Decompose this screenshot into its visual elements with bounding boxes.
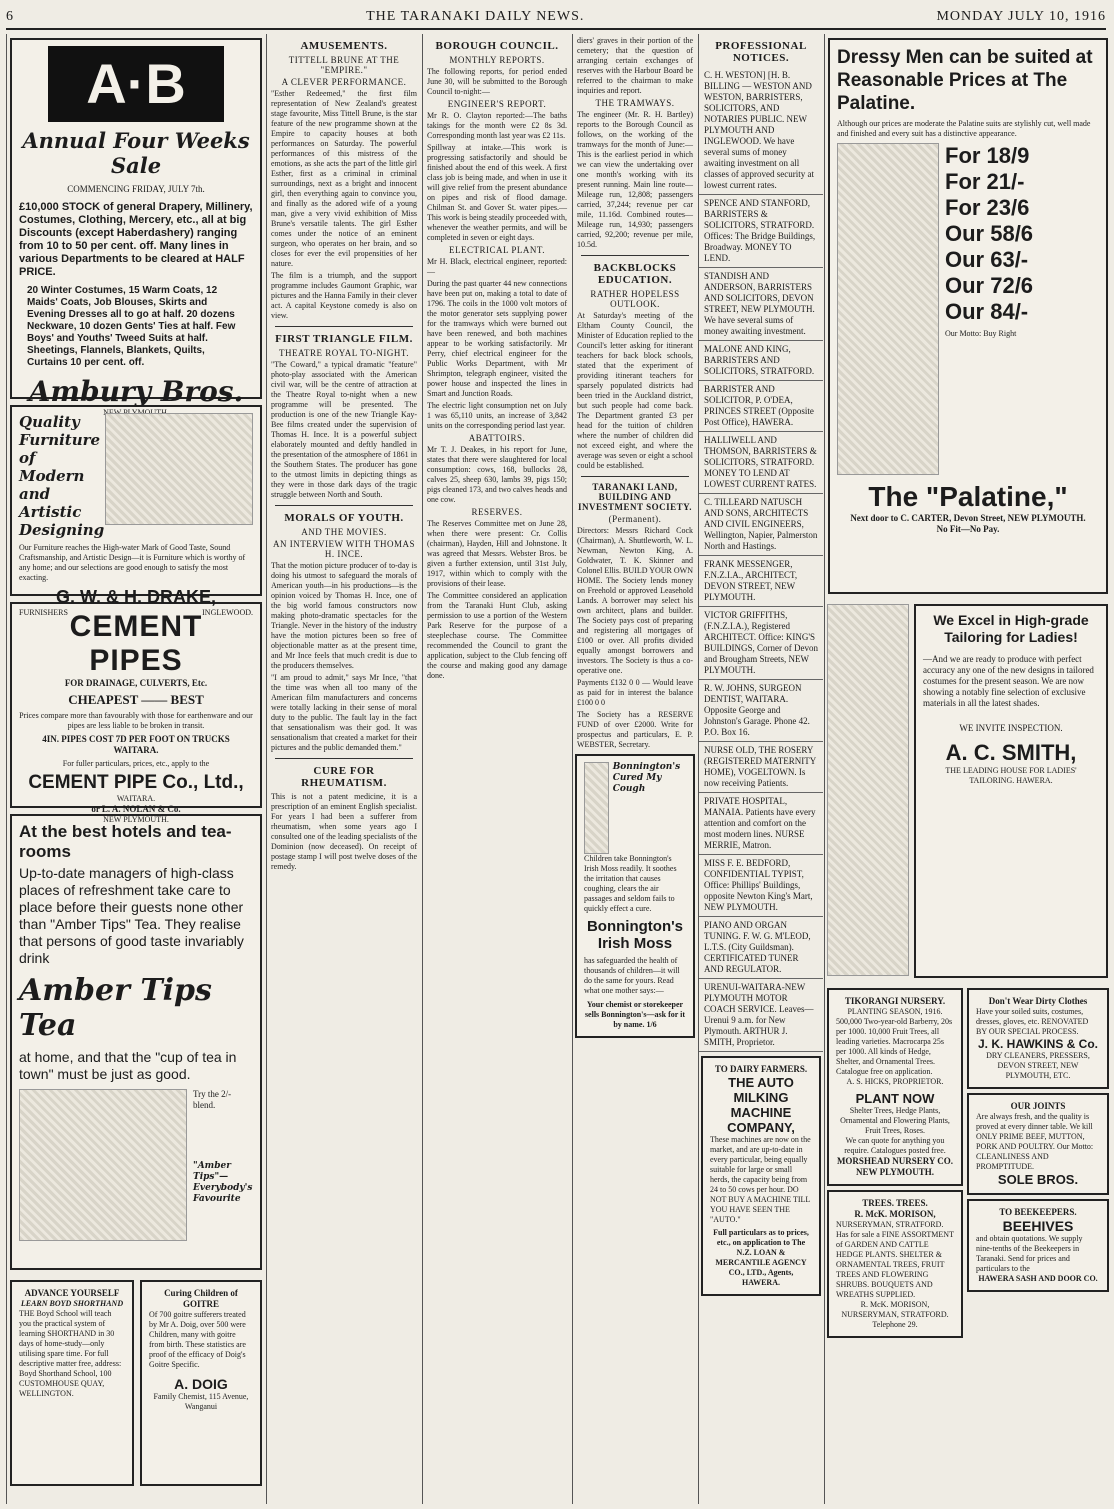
amber-tag: "Amber Tips"— Everybody's Favourite [193,1161,253,1204]
smith-invite: WE INVITE INSPECTION. [959,723,1063,733]
prof-card: URENUI-WAITARA-NEW PLYMOUTH MOTOR COACH SERVICE. Leaves—Urenui 9 a.m. for New Plymouth. ARTHUR J. SMITH, Proprietor. [699,979,823,1052]
nursery-sub: PLANTING SEASON, 1916. [847,1007,943,1016]
drake-name: G. W. & H. DRAKE, [55,587,216,607]
hawkins-text: Have your soiled suits, costumes, dresses, gloves, etc. RENOVATED BY OUR SPECIAL PROCESS. [976,1007,1089,1036]
land-society-table: Payments £132 0 0 — Would leave as paid for in interest the balance £100 0 0 [577,678,693,707]
triangle-sub: THEATRE ROYAL TO-NIGHT. [279,348,409,358]
morals-p1: That the motion picture producer of to-day is doing his utmost to safeguard the morals of American youth—in his productions—is the opinion voiced by Thomas H. Ince, one of the big world famous constructors now making photo-dramatic spectacles for the Triangle. Never in the history of the industry have the motion pictures been so free of objectionable matter as at the present time, and Mr Ince feels that much credit is due to the producers themselves. [271,561,417,670]
drake-tagline: Quality Furniture of Modern and Artistic Designing [19,413,105,539]
electrical-p2: During the past quarter 44 new connections have been put on, making a total to date of 1796. The coils in the 1000 volt motors of the motor generator sets supplying power for the tramways which were burned out have been renewed, and both machines appear to be working satisfactorily. Mr Perry, chief electrical engineer for the Public Works Department, with Mr Shrimpton, telegraph engineer, visited the power house and inspected the lines in Smart and Junction Roads. [427,279,567,398]
trees-foot: R. McK. MORISON, NURSERYMAN, STRATFORD. Telephone 29. [841,1300,949,1329]
council-p1: The following reports, for period ended June 30, will be submitted to the Borough Council to-night:— [427,67,567,96]
lady-costume-illustration [827,604,909,976]
palatine-motto: Our Motto: Buy Right [945,329,1017,338]
abattoirs-heading: ABATTOIRS. [468,433,526,443]
prof-card: VICTOR GRIFFITHS, (F.N.Z.I.A.), Registered ARCHITECT. Office: KING'S BUILDINGS, Corner of Devon and Brougham Streets, NEW PLYMOUTH. [699,607,823,680]
cement-town: WAITARA. [116,794,156,803]
issue-date: MONDAY JULY 10, 1916 [936,9,1106,24]
morals-sub: AND THE MOVIES. [301,527,387,537]
cement-pipes: 4IN. PIPES COST 7D PER FOOT ON TRUCKS WAITARA. [42,734,230,755]
joints-name: SOLE BROS. [997,1172,1079,1187]
page-number: 6 [6,9,14,24]
ambury-commencing: COMMENCING FRIDAY, JULY 7th. [67,184,205,194]
tramways-heading: THE TRAMWAYS. [595,98,675,108]
drake-role: FURNISHERS [19,608,68,617]
prof-card: PRIVATE HOSPITAL, MANAIA. Patients have every attention and comfort on the most modern lines. NURSE MERRIE, Matron. [699,793,823,855]
prof-card: BARRISTER AND SOLICITOR, P. O'DEA, PRINCES STREET (Opposite Post Office), HAWERA. [699,381,823,432]
triangle-p: "The Coward," a typical dramatic "feature" photo-play associated with the American civil war, will be the centre of attraction at the Theatre Royal to-night when a new programme will be presented. The production is one of the new Triangle Kay-Bee films created under the supervision of Thomas H. Ince. It is a powerful subject elaborately mounted and deftly handled in the presentation of the atmosphere of 1861 in the Southern States. The producer has gone to the utmost limits in depicting things as they were in those dark days of the tragic struggle between North and South. [271,360,417,499]
price-item: Our 84/- [945,299,1029,324]
trees-name: R. McK. MORISON, [854,1209,936,1219]
nursery-quote: We can quote for anything you require. Catalogues posted free. [844,1136,946,1155]
price-item: For 21/- [945,169,1025,194]
shorthand-ad [10,1280,134,1486]
bees-name: HAWERA SASH AND DOOR CO. [978,1274,1098,1283]
ambury-name: Ambury Bros. [28,375,244,408]
morshead-name: MORSHEAD NURSERY CO. NEW PLYMOUTH. [836,1156,954,1177]
smith-ad [914,604,1108,978]
shorthand-sub: LEARN BOYD SHORTHAND [20,1299,124,1308]
price-item: For 18/9 [945,143,1030,168]
nursery-name: A. S. HICKS, PROPRIETOR. [846,1077,944,1086]
amber-title: At the best hotels and tea-rooms [19,822,232,861]
girl-illustration [584,762,609,854]
palatine-text: Although our prices are moderate the Palatine suits are stylishly cut, well made and finished and every suit has a distinctive appearance. [837,119,1091,138]
amusements-sub: TITTELL BRUNE AT THE "EMPIRE." [288,55,400,75]
dairy-head: TO DAIRY FARMERS. [714,1064,808,1074]
dairy-text: These machines are now on the market, and are up-to-date in every particular, being equally suitable for large or small herds, the capacity being from 24 to 50 cows per hour. DO NOT BUY A MACHINE TILL YOU HAVE SEEN THE "AUTO." [710,1135,811,1224]
electrical-heading: ELECTRICAL PLANT. [449,245,545,255]
shorthand-head: ADVANCE YOURSELF [24,1288,120,1298]
cement-agent: or L. A. NOLAN & Co. [91,804,181,814]
smith-title: We Excel in High-grade Tailoring for Ladies! [933,612,1089,645]
column-council [422,34,571,1504]
hawkins-head: Don't Wear Dirty Clothes [988,996,1088,1006]
cement-best: BEST [170,692,204,707]
smith-sub: THE LEADING HOUSE FOR LADIES' TAILORING. HAWERA. [945,766,1077,785]
reserves-p2: The Committee considered an application from the Taranaki Hunt Club, asking permission to use a portion of the Western Park Reserve for the purpose of a steeplechase course. The Committee recommended the Council to grant the application, subject to the Club fencing off the course and making good any damage done. [427,591,567,680]
goitre-sub: Family Chemist, 115 Avenue, Wanganui [153,1392,249,1411]
price-item: Our 63/- [945,247,1029,272]
column-professional [698,34,823,1504]
bees-head: TO BEEKEEPERS. [999,1207,1077,1217]
goitre-head: Curing Children of GOITRE [164,1288,238,1309]
amber-logo: Amber Tips Tea [19,973,212,1043]
column-amusements [266,34,421,1504]
tramways-p: The engineer (Mr. R. H. Bartley) reports to the Borough Council as follows, on the working of the tramways for the month of June:— This is the earliest period in which we can view the undertaking over one month's working with its present running. Main line route—Mileage run, 12,808; passengers carried, 37,244; revenue per car mile, 11.16d. Combined routes—Mileage run, 14,930; passengers carried, 92,200; revenue per mile, 10.5d. [577,110,693,249]
hawkins-sub: DRY CLEANERS, PRESSERS, DEVON STREET, NEW PLYMOUTH, ETC. [986,1051,1090,1080]
backblocks-sub: RATHER HOPELESS OUTLOOK. [590,289,680,309]
engineer-p2: Spillway at intake.—This work is progressing satisfactorily and should be finished about the end of this week. A first class job is being made, and when in use it will give relief from the present abundance on pipes and risk of flood damage. Chilman St. and Gover St. water pipes.—This work is being steadily proceeded with, whenever the weather permits, and will be completed in seven or eight days. [427,143,567,242]
amusements-p1: "Esther Redeemed," the first film representation of New Zealand's greatest stage favourite, Miss Tittell Brune, is the star feature of the new programme shown at the Empire to capacity houses at both performances on Saturday. The powerful performances of this mistress of the emotions, as she acts the part of the little girl Esther, first as a criminal in criminal surroundings, next as a bright and innocent girl, then everything again to convince you, and finally as the adored wife of a young man, give a very vivid exhibition of Miss Brune's versatile talents. The girl Esther comes under the notice of an eminent surgeon, who operates on her brain, and so closes for ever the evil propensities of her nature. [271,89,417,268]
masthead [6,6,1106,30]
prof-card: NURSE OLD, THE ROSERY (REGISTERED MATERNITY HOME), VOGELTOWN. Is now receiving Patients. [699,742,823,793]
council-heading: BOROUGH COUNCIL. [435,40,559,52]
morals-sub2: AN INTERVIEW WITH THOMAS H. INCE. [272,539,416,559]
abattoirs-p: Mr T. J. Deakes, in his report for June, states that there were slaughtered for local consumption: cows, 168, bullocks 28, calves 25, sheep 630, lambs 39, pigs 150; pigs cleaned 173, and two calves heads and one cow. [427,445,567,504]
prof-card: STANDISH AND ANDERSON, BARRISTERS AND SOLICITORS, DEVON STREET, NEW PLYMOUTH. We have several sums of money awaiting investment. [699,268,823,341]
nursery-list: Shelter Trees, Hedge Plants, Ornamental and Flowering Plants, Fruit Trees, Roses. [840,1106,950,1135]
price-item: Our 58/6 [945,221,1034,246]
triangle-heading: FIRST TRIANGLE FILM. [275,333,413,345]
column-ads-left [6,34,265,1504]
prof-card: MISS F. E. BEDFORD, CONFIDENTIAL TYPIST, Office: Phillips' Buildings, opposite Newton King's Mart, NEW PLYMOUTH. [699,855,823,917]
prof-card: SPENCE AND STANFORD, BARRISTERS & SOLICITORS, STRATFORD. Offices: The Bridge Buildings, Broadway. MONEY TO LEND. [699,195,823,268]
price-item: Our 72/6 [945,273,1034,298]
joints-head: OUR JOINTS [1010,1101,1066,1111]
prof-card: R. W. JOHNS, SURGEON DENTIST, WAITARA. Opposite George and Johnston's Garage. Phone 42. P.O. Box 16. [699,680,823,742]
furniture-illustration [105,413,253,525]
trees-text: NURSERYMAN, STRATFORD. Has for sale a FINE ASSORTMENT of GARDEN AND CATTLE HEDGE PLANTS. SHELTER & ORNAMENTAL TREES, FRUIT TREES AND FLOWERING SHRUBS. BOUQUETS AND WREATHS SUPPLIED. [836,1220,954,1299]
hawkins-ad [967,988,1109,1089]
amusements-heading: AMUSEMENTS. [300,40,388,52]
bees-title: BEEHIVES [1002,1218,1074,1234]
bonnington-text: has safeguarded the health of thousands of children—it will do the same for yours. Read what one mother says:— [584,956,680,995]
cement-text: Prices compare more than favourably with those for earthenware and our pipes are less liable to be broken in transit. [19,711,253,730]
amusements-sub2: A CLEVER PERFORMANCE. [281,77,407,87]
nursery-ad [827,988,963,1186]
palatine-fit: No Fit—No Pay. [936,524,1000,534]
palatine-title: Dressy Men can be suited at Reasonable Prices at The Palatine. [837,47,1093,114]
electrical-p3: The electric light consumption net on July 1 was 65,110 units, an increase of 3,842 units on the corresponding period last year. [427,401,567,430]
bonnington-quote: Your chemist or storekeeper sells Bonnington's—ask for it by name. 1/6 [584,1000,686,1029]
land-society-heading: TARANAKI LAND, BUILDING AND INVESTMENT SOCIETY. [577,482,693,512]
plant-now: PLANT NOW [855,1091,935,1106]
amber-home: at home, and that the "cup of tea in town" must be just as good. [19,1049,237,1082]
drake-text: Our Furniture reaches the High-water Mark of Good Taste, Sound Craftsmanship, and Artistic Design—it is Furniture which is worthy of any home; and our selections are good enough to satisfy the most exacting. [19,543,246,582]
engineer-heading: ENGINEER'S REPORT. [447,99,547,109]
morals-p2: "I am proud to admit," says Mr Ince, "that the time was when all too many of the American film manufacturers and concerns were totally lacking in their sense of moral duty to the public. The fault lay in the fact that sensationalism was their god. It was sensationalism that created a market for their pictures and the public demanded them." [271,673,417,752]
dairy-agent: Full particulars as to prices, etc., on application to The N.Z. LOAN & MERCANTILE AGENCY CO., LTD., Agents, HAWERA. [713,1228,809,1287]
smith-name: A. C. SMITH, [945,740,1077,765]
bonnington-headline: Bonnington's Cured My Cough [612,762,681,794]
paper-title: THE TARANAKI DAILY NEWS. [366,9,585,24]
cement-sub: FOR DRAINAGE, CULVERTS, Etc. [64,678,208,688]
electrical-p1: Mr H. Black, electrical engineer, reported:— [427,257,567,276]
professional-heading: PROFESSIONAL NOTICES. [715,40,807,64]
land-society-p: Directors: Messrs Richard Cock (Chairman), A. Shuttleworth, W. L. Newman, Newton King, A. Goldwater, T. K. Skinner and Colonel Ellis. BUILD YOUR OWN HOME. The Society lends money on Freehold or approved Leasehold Lands. A borrower may select his own architect, plans and builder. The Society pays cost of preparing and registering all mortgages of £100 or over. All profits divided equally amongst borrowers and investors. The Society is thus a co-operative one. [577,526,693,675]
land-society-foot: The Society has a RESERVE FUND of over £2000. Write for prospectus and particulars, E. P. WEBSTER, Secretary. [577,710,693,749]
reserves-p1: The Reserves Committee met on June 28, when there were present: Cr. Collis (chairman), Hayden, Hill and Johnstone. It was agreed that Messrs. Webster Bros. be given a further extension, until 31st July, 1917, within which to comply with the provisions of their lease. [427,519,567,588]
palatine-addr: Next door to C. CARTER, Devon Street, NEW PLYMOUTH. [850,513,1086,523]
amber-try: Try the 2/- blend. [193,1089,232,1110]
prof-card: C. H. WESTON] [H. B. BILLING — WESTON AND WESTON, BARRISTERS, SOLICITORS, AND NOTARIES PUBLIC. NEW PLYMOUTH AND INGLEWOOD. We have several sums of money awaiting investment on all classes of approved security at lowest current rates. [699,67,823,195]
trees-head: TREES. TREES. [862,1198,928,1208]
suited-man-illustration [837,143,939,475]
dairy-title: THE AUTO MILKING MACHINE COMPANY, [727,1075,795,1135]
goitre-ad [140,1280,262,1486]
nursery-text: 500,000 Two-year-old Barberry, 20s per 1000. 10,000 Fruit Trees, all leading varieties. Macrocarpa 25s per 1000. All kinds of Hedge, Shelter, and Ornamental Trees. Catalogue free on application. [836,1017,953,1076]
prof-card: MALONE AND KING, BARRISTERS AND SOLICITORS, STRATFORD. [699,341,823,381]
ambury-ad [10,38,262,408]
amber-tips-ad [10,814,262,1270]
cement-company: CEMENT PIPE Co., Ltd., [28,772,244,793]
shorthand-text: THE Boyd School will teach you the practical system of learning SHORTHAND in 30 days of home-study—only utilising spare time. For full descriptive matter free, address: Boyd Shorthand School, 100 CUSTOMHOUSE QUAY, WELLINGTON. [19,1309,122,1398]
drake-ad [10,405,262,617]
council-sub: MONTHLY REPORTS. [449,55,545,65]
column-news [572,34,697,1504]
bonnington-logo: Bonnington's Irish Moss [586,918,684,952]
amusements-p2: The film is a triumph, and the support programme includes Gaumont Graphic, war pictures and the Hanna Family in their clever act. A capital Keystone comedy is also on view. [271,271,417,320]
cement-ad: CEMENT PIPES FOR DRAINAGE, CULVERTS, Etc. CHEAPEST —— BEST Prices compare more than favourably with those for earthenware and our pipes are less liable to be broken in transit. 4IN. PIPES COST 7D PER FOOT ON TRUCKS WAITARA. For fuller particulars, prices, etc., apply to the CEMENT PIPE Co., Ltd., WAITARA. or L. A. NOLAN & Co. NEW PLYMOUTH. [10,602,262,808]
rheumatism-heading: CURE FOR RHEUMATISM. [301,765,387,789]
ambury-title: Annual Four Weeks Sale [22,128,250,178]
tea-party-illustration [19,1089,187,1241]
prof-card: FRANK MESSENGER, F.N.Z.I.A., ARCHITECT, DEVON STREET, NEW PLYMOUTH. [699,556,823,607]
cement-fuller: For fuller particulars, prices, etc., apply to the [62,759,210,768]
drake-town: INGLEWOOD. [202,608,253,617]
palatine-ad [828,38,1108,594]
prof-card: C. TILLEARD NATUSCH AND SONS, ARCHITECTS AND CIVIL ENGINEERS, Wellington, Napier, Palmerston North and Hastings. [699,494,823,556]
goitre-text: Of 700 goitre sufferers treated by Mr A. Doig, over 500 were Children, many with goitre from birth. These statistics are proof of the efficacy of Doig's Goitre Specific. [148,1310,246,1369]
morals-heading: MORALS OF YOUTH. [284,512,404,524]
auto-milking-ad [701,1056,821,1296]
land-society-sub: (Permanent). [608,514,662,524]
beekeepers-ad [967,1199,1109,1292]
prof-card: PIANO AND ORGAN TUNING. F. W. G. M'LEOD, L.T.S. (City Guildsman). CERTIFICATED TUNER AND REGULATOR. [699,917,823,979]
hawkins-name: J. K. HAWKINS & Co. [977,1037,1098,1051]
palatine-name: The "Palatine," [868,481,1068,512]
trees-ad [827,1190,963,1338]
cement-title: CEMENT PIPES [69,610,203,677]
joints-text: Are always fresh, and the quality is proved at every dinner table. We kill ONLY PRIME BEEF, MUTTON, PORK AND POULTRY. Our Motto: CLEANLINESS AND PROMPTITUDE. [976,1112,1094,1171]
column-ads-right [824,34,1111,1504]
backblocks-p: At Saturday's meeting of the Eltham County Council, the Minister of Education replied to the Council's letter asking for itinerant teachers for back block schools, stated that the experiment of providing itinerant teachers for sparsely populated districts had been tried in the Auckland district, but such people had come back. The Department granted £3 per head for the tuition of children where the number of children did not exceed eight, and where the average was seven or eight a school could be established. [577,311,693,470]
rheumatism-p: This is not a patent medicine, it is a prescription of an eminent English specialist. For years I had been a sufferer from rheumatism, when some years ago I consulted one of the leading specialists of the Dominion (now deceased). On receipt of postage stamp I will post twelve doses of the remedy. [271,792,417,871]
ab-logo: A·B [48,46,224,122]
ambury-items: 20 Winter Costumes, 15 Warm Coats, 12 Maids' Coats, Job Blouses, Skirts and Evening Dresses all to go at half. 20 dozens Neckware, 10 dozen Gents' Ties at half. Few Boys' and Youths' Tweed Suits at half. Sheetings, Flannels, Blankets, Quilts, Curtains 10 per cent. off. [27,285,236,368]
ambury-lead: £10,000 STOCK of general Drapery, Millinery, Costumes, Clothing, Mercery, etc., all at big Discounts (except Haberdashery) ranging from 10 to 50 per cent. off. Many lines in various Departments to be cleared at HALF PRICE. [19,201,253,278]
cement-agent-town: NEW PLYMOUTH. [103,815,169,824]
bonnington-caption: Children take Bonnington's Irish Moss readily. It soothes the irritation that causes coughing, clears the air passages and seldom fails to quickly effect a cure. [584,854,677,913]
engineer-p1: Mr R. O. Clayton reported:—The baths takings for the month were £2 8s 3d. Corresponding month last year was £2 11s. [427,111,567,140]
smith-text: —And we are ready to produce with perfect accuracy any one of the new designs in tailored costumes for the present season. We are now showing a notably fine selection of exclusive materials in all the latest shades. [923,654,1094,708]
reserves-heading: RESERVES. [471,507,523,517]
amber-text: Up-to-date managers of high-class places of refreshment take care to place before their guests none other than "Amber Tips" Tea. They realise that persons of good taste invariably drink [19,865,244,966]
price-item: For 23/6 [945,195,1030,220]
joints-ad [967,1093,1109,1195]
backblocks-heading: BACKBLOCKS EDUCATION. [593,262,677,286]
prof-card: HALLIWELL AND THOMSON, BARRISTERS & SOLICITORS, STRATFORD. MONEY TO LEND AT LOWEST CURRENT RATES. [699,432,823,494]
goitre-name: A. DOIG [174,1376,228,1392]
nursery-head: TIKORANGI NURSERY. [844,996,946,1006]
bees-text: and obtain quotations. We supply nine-tenths of the Beekeepers in Taranaki. Send for prices and particulars to the [976,1234,1083,1273]
bonnington-ad [575,754,695,1038]
tramways-continued: diers' graves in their portion of the cemetery; that the question of arranging certain exchanges of reserves with the Harbour Board be referred to the chairman to make inquiries and report. [577,36,693,95]
cement-cheapest: CHEAPEST [68,692,139,707]
